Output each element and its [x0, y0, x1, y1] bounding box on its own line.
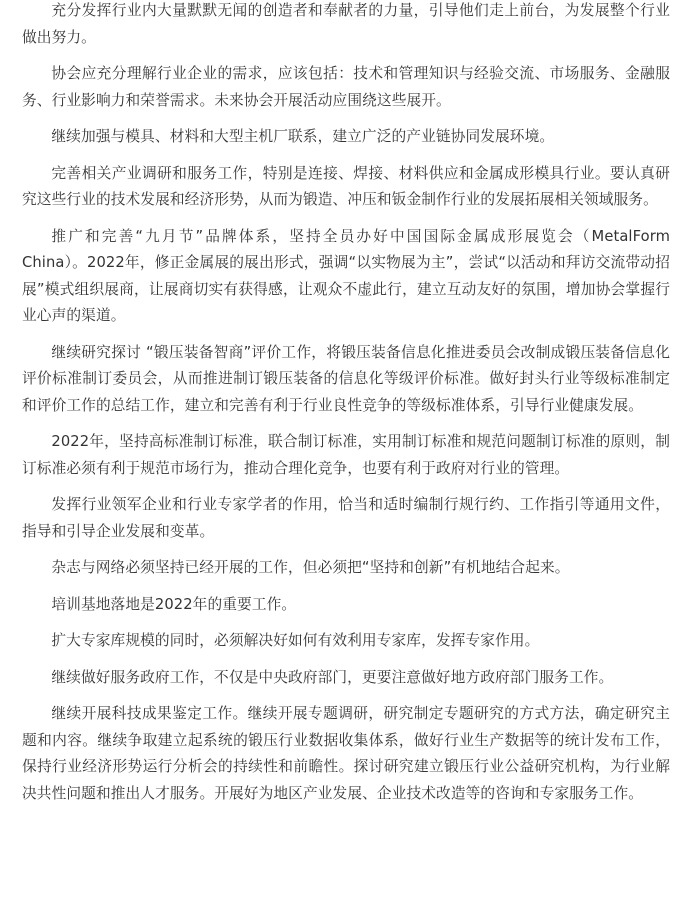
paragraph-5: 推广和完善“九月节”品牌体系，坚持全员办好中国国际金属成形展览会（MetalForm China）。2022年，修正金属展的展出形式，强调“以实物展为主”，尝试“以活动和拜访交流带动招展”模式组织展商，让展商切实有获得感，让观众不虚此行，建立互动友好的氛围，增加协会掌握行业心声的渠道。 [22, 227, 670, 324]
paragraph-13: 继续开展科技成果鉴定工作。继续开展专题调研，研究制定专题研究的方式方法，确定研究主题和内容。继续争取建立起系统的锻压行业数据收集体系，做好行业生产数据等的统计发布工作，保持行业经济形势运行分析会的持续性和前瞻性。探讨研究建立锻压行业公益研究机构，为行业解决共性问题和推出人才服务。开展好为地区产业发展、企业技术改造等的咨询和专家服务工作。 [22, 705, 670, 802]
paragraph-8: 发挥行业领军企业和行业专家学者的作用，恰当和适时编制行规行约、工作指引等通用文件，指导和引导企业发展和变革。 [22, 496, 670, 540]
paragraph-6: 继续研究探讨 “锻压装备智商”评价工作，将锻压装备信息化推进委员会改制成锻压装备信息化评价标准制订委员会，从而推进制订锻压装备的信息化等级评价标准。做好封头行业等级标准制定和评价工作的总结工作，建立和完善有利于行业良性竞争的等级标准体系，引导行业健康发展。 [22, 343, 670, 414]
paragraph-11: 扩大专家库规模的同时，必须解决好如何有效利用专家库，发挥专家作用。 [51, 632, 540, 649]
paragraph-12: 继续做好服务政府工作，不仅是中央政府部门，更要注意做好地方政府部门服务工作。 [51, 668, 614, 686]
paragraph-7: 2022年，坚持高标准制订标准，联合制订标准，实用制订标准和规范问题制订标准的原则，制订标准必须有利于规范市场行为，推动合理化竞争，也要有利于政府对行业的管理。 [22, 433, 670, 477]
paragraph-10: 培训基地落地是2022年的重要工作。 [51, 595, 297, 613]
paragraph-9: 杂志与网络必须坚持已经开展的工作，但必须把“坚持和创新”有机地结合起来。 [51, 559, 570, 576]
article-body [22, 0, 670, 817]
paragraph-4: 完善相关产业调研和服务工作，特别是连接、焊接、材料供应和金属成形模具行业。要认真研究这些行业的技术发展和经济形势，从而为锻造、冲压和钣金制作行业的发展拓展相关领域服务。 [22, 164, 670, 208]
paragraph-2: 协会应充分理解行业企业的需求，应该包括：技术和管理知识与经验交流、市场服务、金融服务、行业影响力和荣誉需求。未来协会开展活动应围绕这些展开。 [22, 65, 670, 109]
paragraph-3: 继续加强与模具、材料和大型主机厂联系，建立广泛的产业链协同发展环境。 [51, 128, 555, 145]
paragraph-1: 充分发挥行业内大量默默无闻的创造者和奉献者的力量，引导他们走上前台，为发展整个行业做出努力。 [22, 2, 670, 46]
